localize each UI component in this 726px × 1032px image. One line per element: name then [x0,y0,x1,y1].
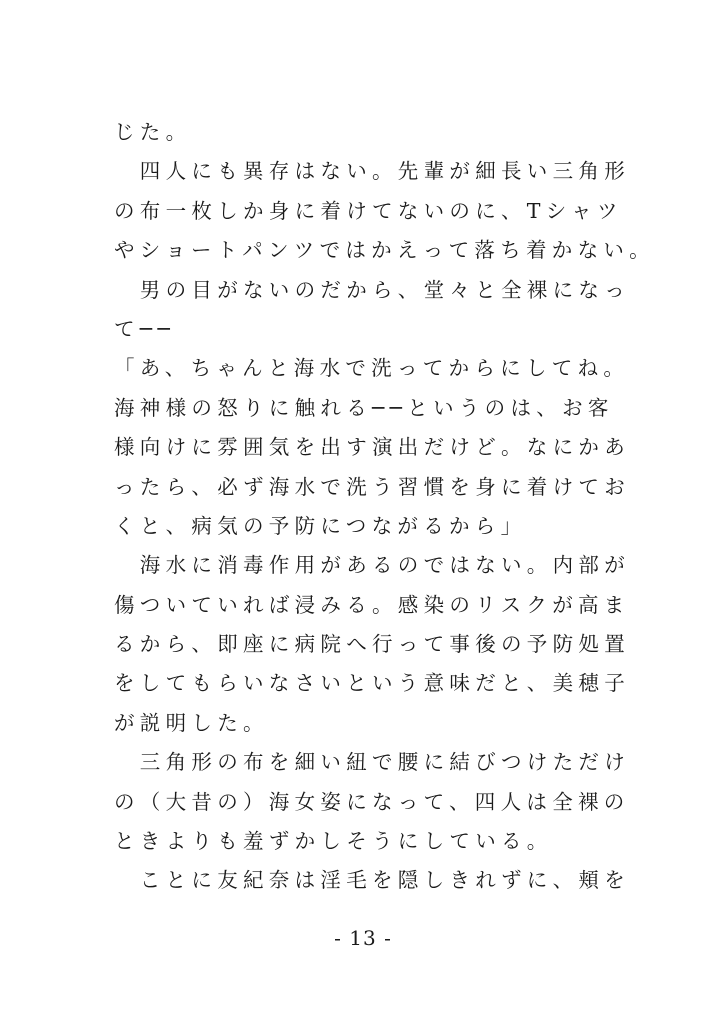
text-line: が説明した。 [114,710,269,735]
text-line: じた。 [114,120,192,144]
text-line: 海水に消毒作用があるのではない。内部が [114,553,630,578]
text-line: ときよりも羞ずかしそうにしている。 [114,829,553,854]
text-line: くと、病気の予防につながるから」 [114,513,527,538]
text-line: て── [114,316,176,341]
text-line: 三角形の布を細い紐で腰に結びつけただけ [114,750,630,775]
text-line: 四人にも異存はない。先輩が細長い三角形 [114,159,630,184]
body-text [114,113,655,901]
text-line: をしてもらいなさいという意味だと、美穂子 [114,671,630,696]
text-line: やショートパンツではかえって落ち着かない。 [114,238,655,263]
text-line: ことに友紀奈は淫毛を隠しきれずに、頬を [114,868,630,893]
text-line: 「あ、ちゃんと海水で洗ってからにしてね。 [114,356,630,381]
text-line: 男の目がないのだから、堂々と全裸になっ [114,277,630,302]
text-line: るから、即座に病院へ行って事後の予防処置 [114,632,630,657]
page-number: - 13 - [334,926,392,950]
text-line: 海神様の怒りに触れる──というのは、お客 [114,395,614,420]
text-line: 様向けに雰囲気を出す演出だけど。なにかあ [114,435,630,460]
text-line: の布一枚しか身に着けてないのに、Tシャツ [114,198,623,223]
text-line: ったら、必ず海水で洗う習慣を身に着けてお [114,474,630,499]
text-line: の（大昔の）海女姿になって、四人は全裸の [114,789,630,814]
text-line: 傷ついていれば浸みる。感染のリスクが高ま [114,592,630,617]
